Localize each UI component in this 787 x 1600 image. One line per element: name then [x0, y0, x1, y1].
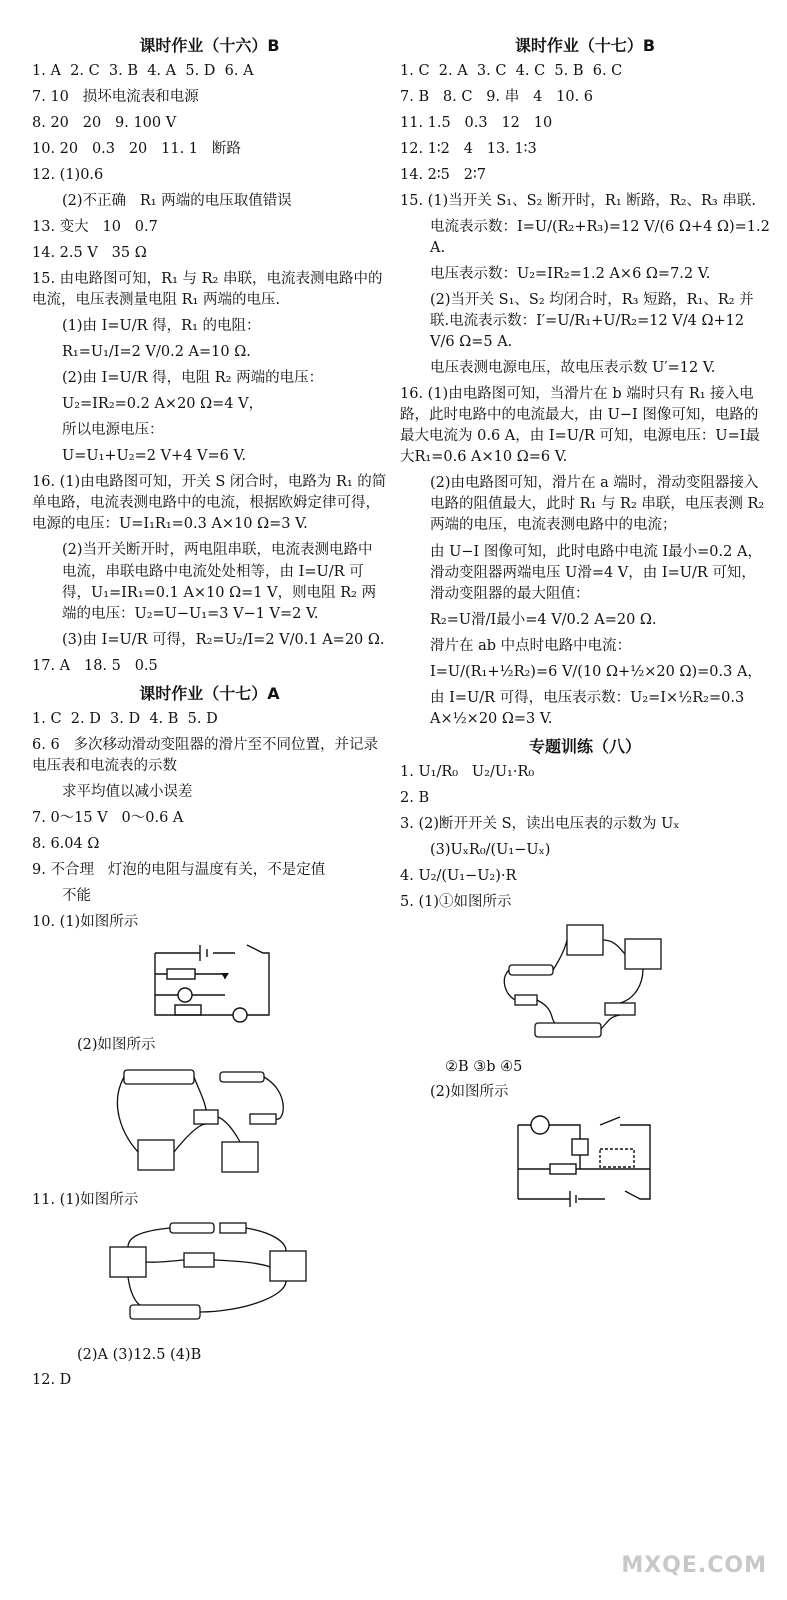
answer-line: 14. 2∶5 2∶7 [400, 167, 486, 184]
left-column [32, 32, 387, 1396]
answer-line: 16. (1)由电路图可知，开关 S 闭合时，电路为 R₁ 的简单电路，电流表测电路中的电流，根据欧姆定律可得，电源的电压：U=I₁R₁=0.3 A×10 Ω=3 V. [32, 474, 387, 533]
answer-line: 13. 变大 10 0.7 [32, 219, 158, 236]
answer-line: 电流表示数：I=U/(R₂+R₃)=12 V/(6 Ω+4 Ω)=1.2 A. [430, 219, 775, 257]
answer-line: (2)A (3)12.5 (4)B [77, 1346, 202, 1363]
answer-line: 2. B [400, 789, 430, 806]
answer-line: 15. (1)当开关 S₁、S₂ 断开时，R₁ 断路，R₂、R₃ 串联. [400, 193, 756, 210]
answer-line: 1. C 2. D 3. D 4. B 5. D [32, 710, 218, 727]
answer-line: 7. B 8. C 9. 串 4 10. 6 [400, 89, 594, 106]
answer-line: (2)当开关 S₁、S₂ 均闭合时，R₃ 短路，R₁、R₂ 并联.电流表示数：I′=U/R₁+U/R₂=12 V/4 Ω+12 V/6 Ω=5 A. [430, 292, 754, 351]
answer-line: (2)不正确 R₁ 两端的电压取值错误 [62, 193, 292, 210]
answer-line: 1. C 2. A 3. C 4. C 5. B 6. C [400, 63, 623, 80]
circuit-diagram-figure [145, 939, 275, 1027]
answer-line: 11. (1)如图所示 [32, 1191, 139, 1208]
answer-line: 7. 10 损坏电流表和电源 [32, 89, 199, 106]
answer-line: 所以电源电压： [62, 422, 164, 439]
physical-circuit-figure [100, 1217, 320, 1337]
answer-line: 9. 不合理 灯泡的电阻与温度有关，不是定值 [32, 861, 326, 878]
answer-line: 不能 [62, 887, 91, 904]
right-column [400, 32, 775, 1227]
answer-line: I=U/(R₁+½R₂)=6 V/(10 Ω+½×20 Ω)=0.3 A， [430, 663, 762, 680]
watermark: MXQE.COM [621, 1553, 767, 1579]
answer-line: 1. A 2. C 3. B 4. A 5. D 6. A [32, 63, 254, 80]
answer-line: 5. (1)①如图所示 [400, 893, 512, 910]
section-title: 专题训练（八） [528, 736, 641, 756]
answer-line: U=U₁+U₂=2 V+4 V=6 V. [62, 448, 247, 465]
answer-line: 16. (1)由电路图可知，当滑片在 b 端时只有 R₁ 接入电路，此时电路中的电流最大，由 U−I 图像可知，电路的最大电流为 0.6 A，由 I=U/R 可知，电源电压：U=I最大R₁=0.6 A×10 Ω=6 V. [400, 386, 760, 466]
answer-line: (2)由电路图可知，滑片在 a 端时，滑动变阻器接入电路的阻值最大，此时 R₁ 与 R₂ 串联，电压表测 R₂ 两端的电压，电流表测电路中的电流； [430, 475, 769, 534]
answer-line: 10. 20 0.3 20 11. 1 断路 [32, 141, 241, 158]
physical-circuit-figure [495, 919, 675, 1049]
answer-line: U₂=IR₂=0.2 A×20 Ω=4 V， [62, 396, 264, 413]
answer-line: (1)由 I=U/R 得，R₁ 的电阻： [62, 318, 261, 335]
answer-line: 3. (2)断开开关 S，读出电压表的示数为 Uₓ [400, 815, 680, 832]
answer-line: 10. (1)如图所示 [32, 913, 139, 930]
answer-line: 4. U₂/(U₁−U₂)·R [400, 867, 517, 884]
answer-line: 1. U₁/R₀ U₂/U₁·R₀ [400, 763, 535, 780]
answer-line: ②B ③b ④5 [445, 1058, 523, 1075]
answer-line: 12. (1)0.6 [32, 167, 104, 184]
section-title: 课时作业（十七）B [514, 36, 656, 55]
answer-line: (2)当开关断开时，两电阻串联，电流表测电路中电流，串联电路中电流处处相等，由 I=U/R 可得，U₁=IR₁=0.1 A×10 Ω=1 V，则电阻 R₂ 两端的电压：U₂=U−U₁=3 V−1 V=2 V. [62, 542, 377, 622]
answer-line: 由 U−I 图像可知，此时电路中电流 I最小=0.2 A，滑动变阻器两端电压 U滑=4 V，由 I=U/R 可知，滑动变阻器的最大阻值： [430, 543, 762, 602]
answer-line: (2)如图所示 [430, 1083, 509, 1100]
answer-line: 8. 6.04 Ω [32, 835, 100, 852]
answer-line: 求平均值以减小误差 [62, 783, 193, 800]
answer-line: 12. D [32, 1371, 72, 1388]
answer-line: (2)如图所示 [77, 1036, 156, 1053]
answer-line: 14. 2.5 V 35 Ω [32, 245, 147, 262]
answer-line: R₁=U₁/I=2 V/0.2 A=10 Ω. [62, 344, 251, 361]
answer-line: 12. 1∶2 4 13. 1∶3 [400, 141, 537, 158]
answer-line: 6. 6 多次移动滑动变阻器的滑片至不同位置，并记录电压表和电流表的示数 [32, 736, 378, 774]
answer-line: 8. 20 20 9. 100 V [32, 115, 177, 132]
answer-line: (2)由 I=U/R 得，电阻 R₂ 两端的电压： [62, 370, 324, 387]
physical-circuit-figure [110, 1062, 310, 1182]
answer-line: 滑片在 ab 中点时电路中电流： [430, 637, 632, 654]
section-title: 课时作业（十六）B [139, 36, 280, 55]
answer-line: (3)UₓR₀/(U₁−Uₓ) [430, 841, 551, 858]
answer-line: (3)由 I=U/R 可得，R₂=U₂/I=2 V/0.1 A=20 Ω. [62, 631, 385, 648]
answer-line: R₂=U滑/I最小=4 V/0.2 A=20 Ω. [430, 611, 657, 628]
answer-line: 7. 0～15 V 0～0.6 A [32, 809, 184, 826]
circuit-diagram-figure [510, 1109, 660, 1219]
answer-line: 15. 由电路图可知，R₁ 与 R₂ 串联，电流表测电路中的电流，电压表测量电阻 R₁ 两端的电压. [32, 271, 383, 309]
answer-line: 电压表示数：U₂=IR₂=1.2 A×6 Ω=7.2 V. [430, 266, 711, 283]
answer-line: 17. A 18. 5 0.5 [32, 657, 158, 674]
answer-line: 由 I=U/R 可得，电压表示数：U₂=I×½R₂=0.3 A×½×20 Ω=3 V. [430, 689, 749, 727]
answer-line: 11. 1.5 0.3 12 10 [400, 115, 553, 132]
answer-line: 电压表测电源电压，故电压表示数 U′=12 V. [430, 360, 716, 377]
section-title: 课时作业（十七）A [139, 683, 280, 703]
